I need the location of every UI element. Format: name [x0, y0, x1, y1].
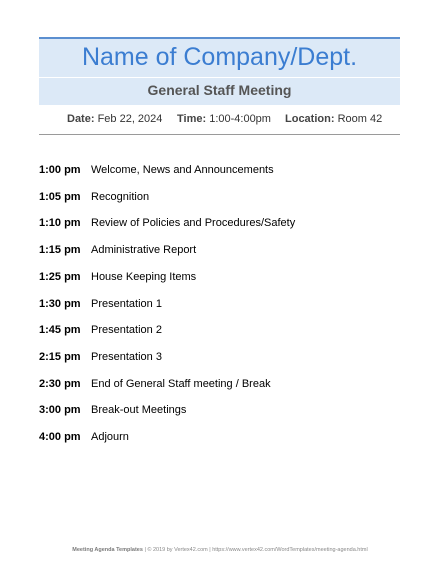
location-label: Location:	[285, 113, 335, 125]
meeting-title: General Staff Meeting	[147, 82, 292, 98]
agenda-topic: Presentation 3	[91, 350, 162, 363]
header-banner	[39, 37, 400, 105]
company-name: Name of Company/Dept.	[81, 43, 358, 71]
agenda-topic: Break-out Meetings	[91, 404, 187, 417]
location-value: Room 42	[337, 113, 383, 125]
time-label: Time:	[177, 113, 207, 125]
agenda-topic: House Keeping Items	[91, 270, 197, 283]
agenda-item	[39, 296, 400, 312]
agenda-item	[39, 376, 400, 392]
agenda-time: 1:15 pm	[39, 244, 81, 257]
agenda-topic: Presentation 2	[91, 324, 162, 337]
info-divider	[39, 134, 400, 135]
agenda-time: 1:00 pm	[39, 164, 81, 176]
agenda-time: 2:30 pm	[39, 377, 81, 390]
time-field	[177, 110, 271, 128]
location-field	[285, 110, 382, 128]
agenda-item	[39, 349, 400, 365]
agenda-time: 1:30 pm	[39, 297, 81, 310]
agenda-time: 4:00 pm	[39, 431, 81, 443]
footer-brand: Meeting Agenda Templates	[72, 547, 143, 553]
agenda-item	[39, 322, 400, 338]
agenda-item	[39, 242, 400, 258]
agenda-topic: Review of Policies and Procedures/Safety	[91, 217, 296, 230]
page-footer	[0, 546, 440, 554]
agenda-topic: Welcome, News and Announcements	[91, 164, 274, 176]
agenda-time: 1:45 pm	[39, 324, 81, 337]
date-field	[67, 110, 162, 128]
meeting-info-row	[39, 110, 400, 128]
agenda-item	[39, 189, 400, 205]
agenda-item	[39, 269, 400, 285]
agenda-topic: Recognition	[91, 190, 150, 203]
agenda-item	[39, 402, 400, 418]
time-value: 1:00-4:00pm	[209, 113, 271, 125]
agenda-time: 1:10 pm	[39, 217, 81, 230]
date-label: Date:	[67, 113, 95, 125]
agenda-topic: End of General Staff meeting / Break	[91, 377, 271, 390]
agenda-topic: Presentation 1	[91, 297, 162, 310]
agenda-time: 1:25 pm	[39, 270, 81, 283]
header-divider	[39, 77, 400, 78]
date-value: Feb 22, 2024	[97, 113, 163, 125]
agenda-time: 3:00 pm	[39, 404, 81, 417]
footer-copyright: | © 2019 by Vertex42.com | https://www.vertex42.com/WordTemplates/meeting-agenda.html	[144, 547, 368, 553]
agenda-topic: Administrative Report	[91, 244, 197, 257]
agenda-time: 2:15 pm	[39, 350, 81, 363]
agenda-item	[39, 215, 400, 231]
agenda-topic: Adjourn	[91, 431, 129, 443]
agenda-item	[39, 162, 400, 178]
agenda-item	[39, 429, 400, 445]
agenda-time: 1:05 pm	[39, 190, 81, 203]
